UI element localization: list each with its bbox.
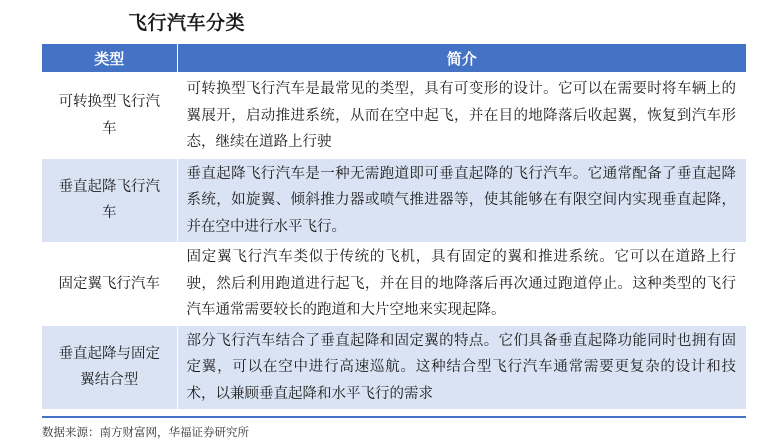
row-description: 垂直起降飞行汽车是一种无需跑道即可垂直起降的飞行汽车。它通常配备了垂直起降系统，如旋翼、倾斜推力器或喷气推进器等，使其能够在有限空间内实现垂直起降，并在空中进行水平飞行。 xyxy=(177,159,746,243)
row-type: 可转换型飞行汽车 xyxy=(42,73,177,159)
header-description: 简介 xyxy=(177,44,746,73)
header-type: 类型 xyxy=(42,44,177,73)
table-header-row xyxy=(42,44,746,73)
row-description: 固定翼飞行汽车类似于传统的飞机，具有固定的翼和推进系统。它可以在道路上行驶，然后利用跑道进行起飞，并在目的地降落后再次通过跑道停止。这种类型的飞行汽车通常需要较长的跑道和大片空地来实现起降。 xyxy=(186,249,736,318)
table-row xyxy=(42,73,746,159)
row-type: 固定翼飞行汽车 xyxy=(42,242,177,326)
row-description: 可转换型飞行汽车是最常见的类型，具有可变形的设计。它可以在需要时将车辆上的翼展开，启动推进系统，从而在空中起飞，并在目的地降落后收起翼，恢复到汽车形态，继续在道路上行驶 xyxy=(177,73,746,159)
row-type: 垂直起降飞行汽车 xyxy=(42,159,177,243)
table-bottom-rule xyxy=(42,416,746,418)
classification-table xyxy=(42,44,746,409)
table-row xyxy=(42,326,746,410)
row-type: 垂直起降与固定翼结合型 xyxy=(42,326,177,410)
table-title: 飞行汽车分类 xyxy=(128,12,246,34)
table-row xyxy=(42,159,746,243)
source-note: 数据来源：南方财富网，华福证券研究所 xyxy=(42,425,249,439)
row-description: 部分飞行汽车结合了垂直起降和固定翼的特点。它们具备垂直起降功能同时也拥有固定翼，可以在空中进行高速巡航。这种结合型飞行汽车通常需要更复杂的设计和技术，以兼顾垂直起降和水平飞行的需求 xyxy=(177,326,746,410)
table-row xyxy=(42,242,746,326)
